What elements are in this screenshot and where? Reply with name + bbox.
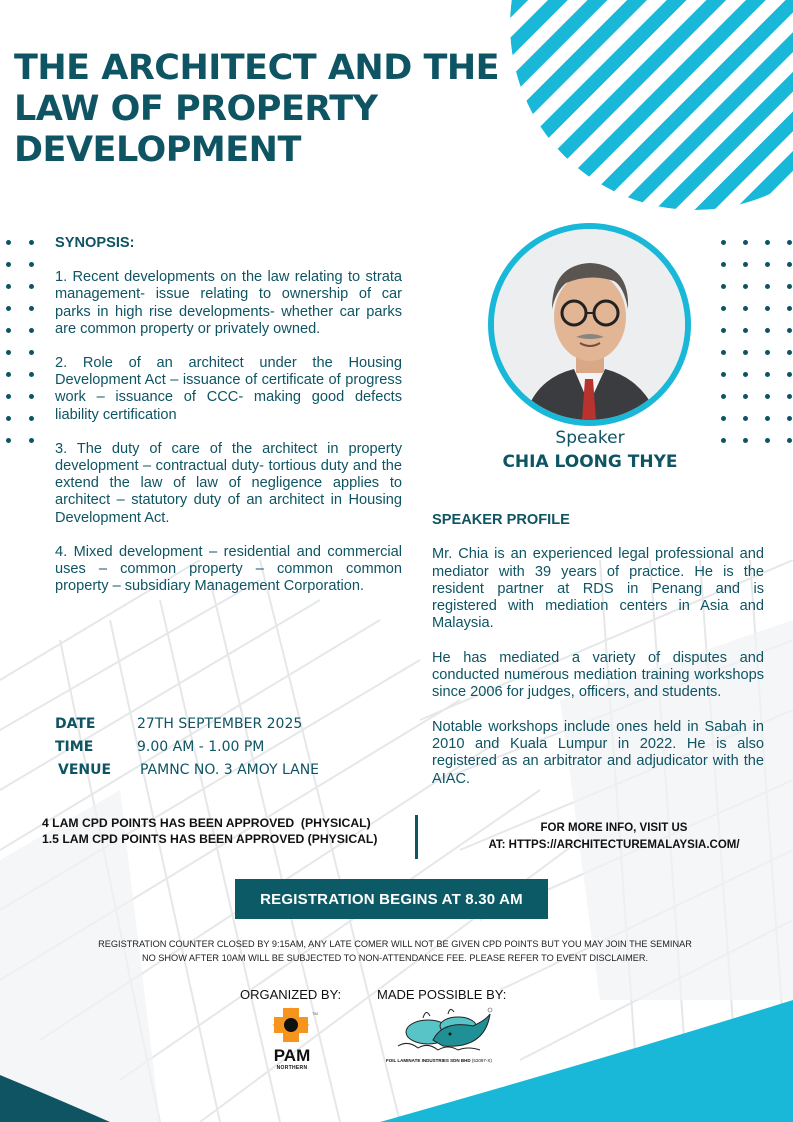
speaker-portrait-icon <box>494 229 685 420</box>
dot-decoration <box>721 284 726 289</box>
dot-decoration <box>765 350 770 355</box>
synopsis-heading: SYNOPSIS: <box>55 235 135 251</box>
dot-decoration <box>765 328 770 333</box>
dot-decoration <box>29 394 34 399</box>
registration-banner: REGISTRATION BEGINS AT 8.30 AM <box>235 879 548 919</box>
dot-decoration <box>743 328 748 333</box>
dot-decoration <box>765 306 770 311</box>
date-label: DATE <box>55 715 96 732</box>
dot-decoration <box>6 262 11 267</box>
speaker-profile-section <box>432 512 764 805</box>
dot-decoration <box>29 306 34 311</box>
synopsis-item: 1. Recent developments on the law relating to strata management- issue relating to ownership of car parks in high rise developments- whether car parks are common property or privately owned. <box>55 269 402 337</box>
dot-decoration <box>787 306 792 311</box>
dot-decoration <box>765 262 770 267</box>
venue-row <box>55 758 319 781</box>
dot-decoration <box>787 350 792 355</box>
dot-decoration <box>787 394 792 399</box>
registration-notice <box>40 937 750 965</box>
dot-decoration <box>765 372 770 377</box>
cpd-line: 1.5 LAM CPD POINTS HAS BEEN APPROVED (PHYSICAL) <box>42 832 378 846</box>
dot-decoration <box>721 416 726 421</box>
synopsis-section <box>55 235 402 612</box>
website-link[interactable]: AT: HTTPS://ARCHITECTUREMALAYSIA.COM/ <box>488 839 740 851</box>
poster-title: THE ARCHITECT AND THE LAW OF PROPERTY DEVELOPMENT <box>14 48 500 170</box>
dot-decoration <box>787 262 792 267</box>
profile-heading: SPEAKER PROFILE <box>432 512 570 528</box>
dot-decoration <box>6 328 11 333</box>
dot-decoration <box>743 350 748 355</box>
dot-decoration <box>721 240 726 245</box>
dot-decoration <box>743 372 748 377</box>
dot-decoration <box>29 372 34 377</box>
dot-decoration <box>787 240 792 245</box>
dot-decoration <box>721 394 726 399</box>
foil-reg: (52097-X) <box>471 1058 492 1063</box>
profile-paragraph: Mr. Chia is an experienced legal professional and mediator with 39 years of practice. He is the resident partner at RDS in Penang and is registered with mediation centers in Asia and Malaysia. <box>432 546 764 632</box>
dot-decoration <box>765 240 770 245</box>
dot-decoration <box>787 416 792 421</box>
dot-decoration <box>6 306 11 311</box>
dot-grid-right <box>721 240 793 443</box>
foil-laminate-whale-logo-icon <box>388 1006 498 1058</box>
dot-decoration <box>6 350 11 355</box>
dot-decoration <box>765 394 770 399</box>
dot-decoration <box>743 438 748 443</box>
time-value: 9.00 AM - 1.00 PM <box>137 738 265 755</box>
made-possible-label: MADE POSSIBLE BY: <box>377 987 507 1002</box>
profile-paragraph: Notable workshops include ones held in Sabah in 2010 and Kuala Lumpur in 2022. He is also registered as an arbitrator and adjudicator with the AIAC. <box>432 718 764 787</box>
dot-decoration <box>29 416 34 421</box>
dot-decoration <box>29 328 34 333</box>
dot-decoration <box>29 284 34 289</box>
pam-name: PAM <box>273 1046 311 1065</box>
dot-decoration <box>743 240 748 245</box>
time-label: TIME <box>55 738 94 755</box>
dot-decoration <box>743 262 748 267</box>
profile-paragraph: He has mediated a variety of disputes and conducted numerous mediation training workshops since 2006 for judges, officers, and students. <box>432 649 764 701</box>
cpd-line: 4 LAM CPD POINTS HAS BEEN APPROVED (PHYSICAL) <box>42 816 371 830</box>
venue-label: VENUE <box>58 761 112 778</box>
dot-decoration <box>787 372 792 377</box>
dot-decoration <box>6 240 11 245</box>
synopsis-item: 4. Mixed development – residential and commercial uses – common property – common common property – subsidiary Management Corporation. <box>55 543 402 595</box>
synopsis-item: 2. Role of an architect under the Housing Development Act – issuance of certificate of progress work – issuance of CCC- making good defects liability certification <box>55 355 402 423</box>
pam-subtitle: NORTHERN <box>276 1065 308 1071</box>
dot-decoration <box>6 438 11 443</box>
dot-decoration <box>721 372 726 377</box>
dot-decoration <box>6 284 11 289</box>
dot-decoration <box>743 284 748 289</box>
organized-by-label: ORGANIZED BY: <box>240 987 342 1002</box>
speaker-label: Speaker <box>555 428 625 448</box>
vertical-divider <box>415 815 418 859</box>
dot-decoration <box>765 284 770 289</box>
speaker-photo <box>494 229 685 420</box>
dot-decoration <box>29 262 34 267</box>
dot-decoration <box>721 350 726 355</box>
striped-circle-decoration <box>510 0 793 210</box>
dot-decoration <box>6 416 11 421</box>
more-info <box>455 820 773 854</box>
speaker-photo-frame <box>488 223 691 426</box>
dot-decoration <box>29 438 34 443</box>
foil-name: FOIL LAMINATE INDUSTRIES SDN BHD <box>386 1058 471 1063</box>
dot-decoration <box>29 350 34 355</box>
dot-decoration <box>721 262 726 267</box>
date-row <box>55 712 319 735</box>
dot-decoration <box>787 438 792 443</box>
dot-decoration <box>765 416 770 421</box>
notice-line: NO SHOW AFTER 10AM WILL BE SUBJECTED TO NON-ATTENDANCE FEE. PLEASE REFER TO EVENT DISCLAIMER. <box>141 953 649 963</box>
cpd-points <box>42 815 377 847</box>
dot-decoration <box>721 306 726 311</box>
dot-grid-left <box>6 240 35 443</box>
dot-decoration <box>721 328 726 333</box>
time-row <box>55 735 319 758</box>
dot-decoration <box>721 438 726 443</box>
dot-decoration <box>743 416 748 421</box>
dot-decoration <box>6 394 11 399</box>
venue-value: PAMNC NO. 3 AMOY LANE <box>140 761 320 778</box>
speaker-name: CHIA LOONG THYE <box>502 452 678 472</box>
date-value: 27TH SEPTEMBER 2025 <box>137 715 303 732</box>
dot-decoration <box>743 306 748 311</box>
event-details <box>55 712 319 781</box>
dot-decoration <box>6 372 11 377</box>
dot-decoration <box>29 240 34 245</box>
dot-decoration <box>743 394 748 399</box>
dot-decoration <box>787 328 792 333</box>
synopsis-item: 3. The duty of care of the architect in property development – contractual duty- tortious duty and the extend the law of law of negligence applies to architect – statutory duty of an architect in Housing Development Act. <box>55 440 402 526</box>
pam-tm: TM <box>312 1011 318 1016</box>
notice-line: REGISTRATION COUNTER CLOSED BY 9:15AM, ANY LATE COMER WILL NOT BE GIVEN CPD POINTS BUT YOU MAY JOIN THE SEMINAR <box>98 939 692 949</box>
foil-laminate-name <box>386 1058 516 1063</box>
more-info-line: FOR MORE INFO, VISIT US <box>540 822 688 834</box>
dot-decoration <box>765 438 770 443</box>
dot-decoration <box>787 284 792 289</box>
